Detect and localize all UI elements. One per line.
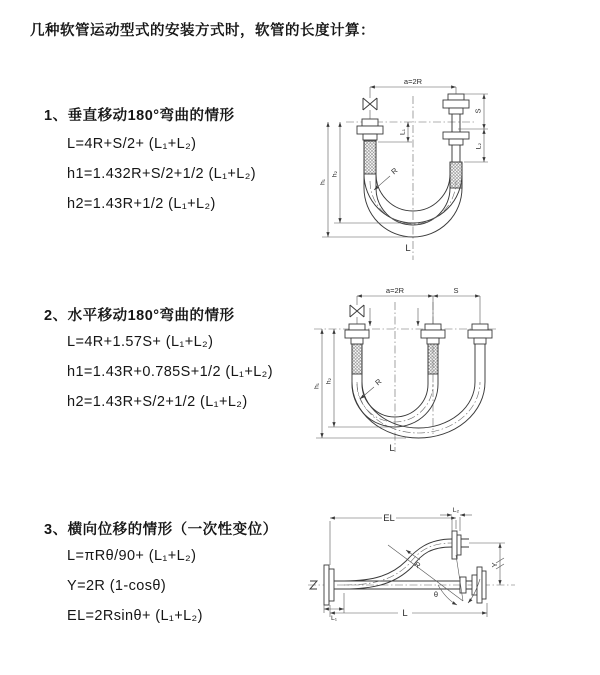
right-fitting xyxy=(468,324,492,344)
page-title: 几种软管运动型式的安装方式时，软管的长度计算： xyxy=(30,23,375,39)
dim-width xyxy=(370,77,456,94)
valve-icon xyxy=(350,296,364,324)
dim-label-width: a=2R xyxy=(403,77,423,86)
section1-formula-h2: h2=1.43R+1/2 (L₁+L₂) xyxy=(67,196,216,212)
reference-arrows xyxy=(370,308,418,326)
centerlines xyxy=(314,302,496,452)
dim-label-end-right: L₂ xyxy=(475,142,483,150)
dim-label-length: L xyxy=(389,443,395,454)
left-fitting xyxy=(345,324,369,344)
dim-label-el: EL xyxy=(383,513,395,524)
radius-callout xyxy=(360,377,384,399)
section2-formula-h1: h1=1.43R+0.785S+1/2 (L₁+L₂) xyxy=(67,364,273,380)
dim-length xyxy=(330,603,487,619)
dim-label-end-left: L₁ xyxy=(399,128,407,136)
dim-label-length: L xyxy=(402,608,408,619)
dim-label-length: L xyxy=(405,243,411,254)
section2-heading: 2、水平移动180°弯曲的情形 xyxy=(44,308,235,324)
right-fitting xyxy=(443,94,469,162)
upper-flange xyxy=(452,531,505,559)
diagram-horizontal-180 xyxy=(306,284,595,464)
middle-fitting xyxy=(421,324,445,344)
dim-el xyxy=(330,513,456,565)
valve-icon xyxy=(363,87,377,119)
section1-heading: 1、垂直移动180°弯曲的情形 xyxy=(44,108,235,124)
section3-formula-Y: Y=2R (1-cosθ) xyxy=(67,578,167,594)
hose-position-2 xyxy=(352,344,485,438)
section2-formula-h2: h2=1.43R+S/2+1/2 (L₁+L₂) xyxy=(67,394,248,410)
section3-formula-EL: EL=2Rsinθ+ (L₁+L₂) xyxy=(67,608,203,624)
left-flange xyxy=(324,565,334,605)
s-curve-hose xyxy=(344,539,452,589)
dim-label-angle: θ xyxy=(433,590,439,599)
dim-label-h2: h₂ xyxy=(325,377,333,385)
dim-label-h2: h₂ xyxy=(331,170,339,178)
section3-formula-L: L=πRθ/90+ (L₁+L₂) xyxy=(67,548,197,564)
dim-label-end-left: L₁ xyxy=(330,615,338,622)
diagram-lateral-displacement xyxy=(300,503,600,653)
dim-label-h1: h₁ xyxy=(313,382,321,390)
dim-label-radius: R xyxy=(412,559,423,571)
dim-offset xyxy=(490,543,504,585)
radius-callout xyxy=(374,166,400,190)
dim-width xyxy=(357,286,480,324)
dim-label-radius: R xyxy=(389,165,400,177)
section3-heading: 3、横向位移的情形（一次性变位） xyxy=(44,522,278,538)
dim-label-end-right: L₂ xyxy=(452,507,460,514)
dim-label-radius: R xyxy=(373,376,384,388)
dim-label-offset: Y xyxy=(490,562,499,568)
diagram-vertical-180 xyxy=(308,74,593,266)
dim-label-h1: h₁ xyxy=(319,178,327,186)
dim-label-stroke: S xyxy=(453,286,459,295)
dim-label-width: a=2R xyxy=(385,286,405,295)
section1-formula-h1: h1=1.432R+S/2+1/2 (L₁+L₂) xyxy=(67,166,257,182)
dim-label-stroke: S xyxy=(473,108,483,114)
section1-formula-L: L=4R+S/2+ (L₁+L₂) xyxy=(67,136,197,152)
section2-formula-L: L=4R+1.57S+ (L₁+L₂) xyxy=(67,334,214,350)
